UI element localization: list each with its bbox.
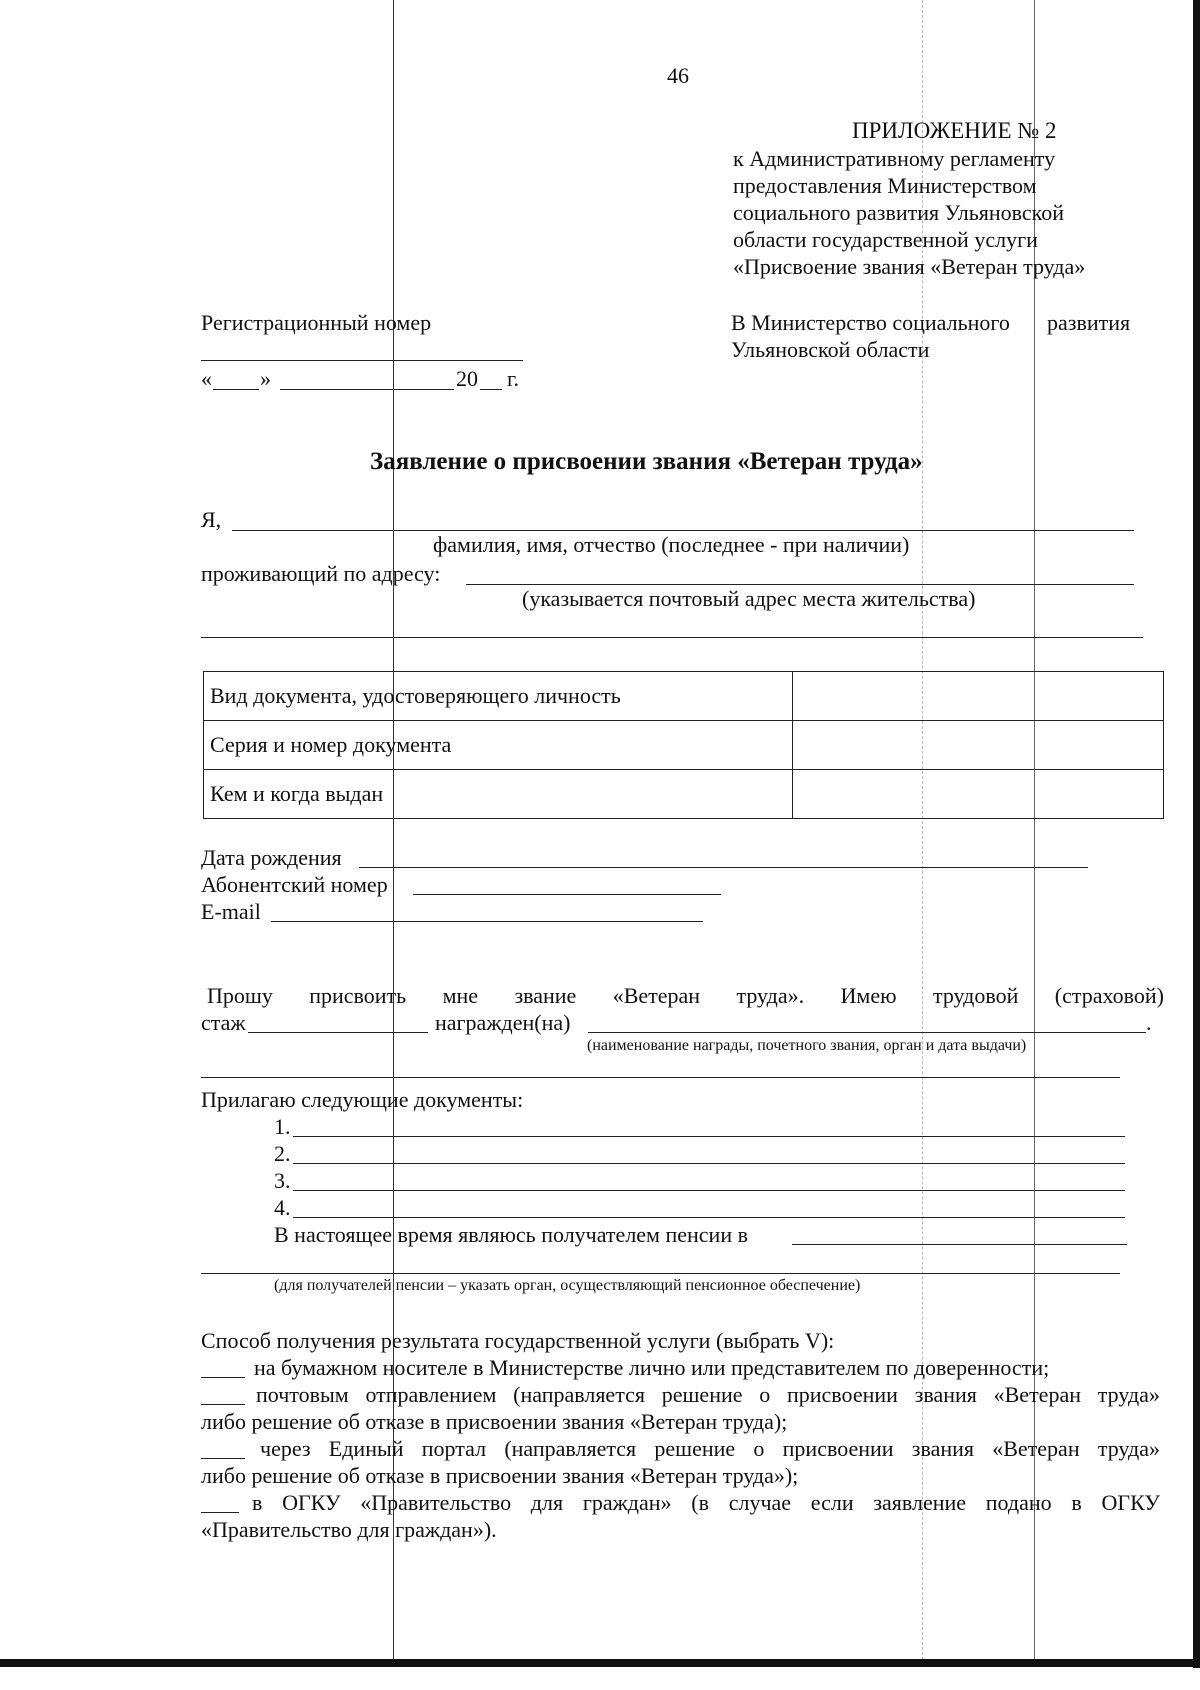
email-line[interactable] (271, 921, 703, 922)
name-line[interactable] (232, 530, 1134, 531)
method-word: решение (654, 1436, 736, 1461)
table-cell-value[interactable] (793, 672, 1164, 721)
attachment-number: 3. (274, 1168, 291, 1193)
document-title: Заявление о присвоении звания «Ветеран труда» (370, 448, 923, 475)
pension-line-2[interactable] (201, 1273, 1120, 1274)
method-word: ОГКУ (1101, 1490, 1160, 1515)
attachment-line[interactable] (293, 1163, 1125, 1164)
registration-label: Регистрационный номер (201, 310, 432, 335)
method-word: в (1071, 1490, 1082, 1515)
attachment-number: 4. (274, 1195, 291, 1220)
birth-date-line[interactable] (359, 867, 1088, 868)
method-word: подано (985, 1490, 1052, 1515)
checkbox-line-3[interactable] (201, 1458, 245, 1459)
method-label: Способ получения результата государственной услуги (выбрать V): (201, 1328, 835, 1353)
method-option-3-cont: либо решение об отказе в присвоении звания «Ветеран труда»); (201, 1463, 799, 1488)
appendix-line: социального развития Ульяновской (733, 200, 1065, 225)
attachments-label: Прилагаю следующие документы: (201, 1087, 524, 1112)
method-word: портал (421, 1436, 487, 1461)
appendix-line: области государственной услуги (733, 227, 1038, 252)
method-word: через (260, 1436, 311, 1461)
method-word: «Правительство (360, 1490, 512, 1515)
method-word: звания (911, 1436, 974, 1461)
scan-edge-right (1193, 0, 1200, 1668)
method-word: если (810, 1490, 854, 1515)
date-year-prefix: 20 (456, 366, 478, 391)
date-day-line (213, 389, 259, 390)
address-line-2[interactable] (201, 637, 1143, 638)
attachment-line[interactable] (293, 1190, 1125, 1191)
method-option-3 (260, 1436, 1160, 1462)
request-word: присвоить (309, 983, 407, 1008)
award-line[interactable] (588, 1032, 1146, 1033)
stazh-line[interactable] (248, 1032, 428, 1033)
request-word: «Ветеран (612, 983, 701, 1008)
address-line[interactable] (466, 584, 1134, 585)
method-word: отправлением (365, 1382, 497, 1407)
date-close-quote: » (260, 366, 271, 391)
award-hint: (наименование награды, почетного звания, орган и дата выдачи) (587, 1037, 1027, 1054)
birth-date-label: Дата рождения (201, 845, 342, 870)
method-word: звания (914, 1382, 977, 1407)
scan-edge-bottom (0, 1659, 1200, 1667)
method-word: (направляется (513, 1382, 645, 1407)
attachment-line[interactable] (293, 1217, 1125, 1218)
email-label: E-mail (201, 899, 261, 924)
method-word: «Ветеран (993, 1382, 1081, 1407)
method-word: для (530, 1490, 564, 1515)
appendix-line: «Присвоение звания «Ветеран труда» (733, 254, 1086, 279)
addressee-line: Ульяновской области (731, 337, 930, 362)
table-cell-label: Кем и когда выдан (204, 770, 793, 819)
date-year-suffix: г. (507, 366, 520, 391)
appendix-title: ПРИЛОЖЕНИЕ № 2 (852, 118, 1057, 143)
method-word: присвоении (782, 1436, 894, 1461)
table-row (204, 672, 1164, 721)
name-hint: фамилия, имя, отчество (последнее - при наличии) (433, 532, 910, 557)
method-word: (в (691, 1490, 709, 1515)
page-number: 46 (667, 63, 689, 88)
method-word: решение (661, 1382, 743, 1407)
appendix-line: предоставления Министерством (733, 173, 1037, 198)
table-cell-label: Вид документа, удостоверяющего личность (204, 672, 793, 721)
request-word: Имею (840, 983, 897, 1008)
method-option-4-cont: «Правительство для граждан»). (201, 1517, 497, 1542)
id-document-table (203, 671, 1164, 819)
address-hint: (указывается почтовый адрес места жительства) (522, 586, 976, 611)
pension-line[interactable] (792, 1244, 1127, 1245)
table-row (204, 721, 1164, 770)
method-word: о (759, 1382, 771, 1407)
award-line-end: . (1146, 1010, 1152, 1035)
registration-number-line (201, 360, 523, 361)
method-option-2-cont: либо решение об отказе в присвоении звания «Ветеран труда); (201, 1409, 788, 1434)
method-word: о (753, 1436, 765, 1461)
method-word: присвоении (787, 1382, 898, 1407)
method-option-4 (252, 1490, 1160, 1516)
date-open-quote: « (201, 366, 212, 391)
method-word: «Ветеран (992, 1436, 1080, 1461)
request-word: трудовой (932, 983, 1019, 1008)
award-line-2[interactable] (201, 1077, 1120, 1078)
appendix-line: к Административному регламенту (733, 146, 1056, 171)
addressee-line: развития (1047, 310, 1131, 335)
method-word: труда» (1097, 1436, 1160, 1461)
attachment-number: 1. (274, 1114, 291, 1139)
method-option-2 (256, 1382, 1160, 1408)
attachment-number: 2. (274, 1141, 291, 1166)
method-option: на бумажном носителе в Министерстве лично или представителем по доверенности; (254, 1355, 1050, 1380)
phone-label: Абонентский номер (201, 872, 388, 897)
method-word: заявление (873, 1490, 967, 1515)
request-line (207, 983, 1164, 1009)
method-word: труда» (1097, 1382, 1160, 1407)
addressee-line: В Министерство социального (731, 310, 1010, 335)
method-word: в (252, 1490, 263, 1515)
name-prefix: Я, (201, 507, 222, 532)
table-cell-value[interactable] (793, 721, 1164, 770)
checkbox-line-2[interactable] (201, 1404, 245, 1405)
method-word: почтовым (256, 1382, 349, 1407)
method-word: Единый (328, 1436, 404, 1461)
method-word: граждан» (582, 1490, 672, 1515)
table-cell-value[interactable] (793, 770, 1164, 819)
checkbox-line-1[interactable] (201, 1377, 245, 1378)
table-cell-label: Серия и номер документа (204, 721, 793, 770)
method-word: (направляется (504, 1436, 637, 1461)
request-word: Прошу (207, 983, 273, 1008)
date-year-line (480, 389, 502, 390)
address-label: проживающий по адресу: (201, 561, 441, 586)
table-row (204, 770, 1164, 819)
pension-label: В настоящее время являюсь получателем пенсии в (274, 1222, 748, 1247)
attachment-line[interactable] (293, 1136, 1125, 1137)
method-word: ОГКУ (282, 1490, 341, 1515)
phone-line[interactable] (413, 894, 721, 895)
request-word: звание (514, 983, 577, 1008)
pension-hint: (для получателей пенсии – указать орган, осуществляющий пенсионное обеспечение) (274, 1277, 861, 1294)
request-word: труда». (736, 983, 805, 1008)
request-word: мне (442, 983, 479, 1008)
request-word: (страховой) (1054, 983, 1164, 1008)
awarded-label: награжден(на) (435, 1010, 571, 1035)
method-word: случае (728, 1490, 792, 1515)
checkbox-line-4[interactable] (201, 1512, 239, 1513)
date-month-line (280, 389, 454, 390)
stazh-label: стаж (201, 1010, 246, 1035)
